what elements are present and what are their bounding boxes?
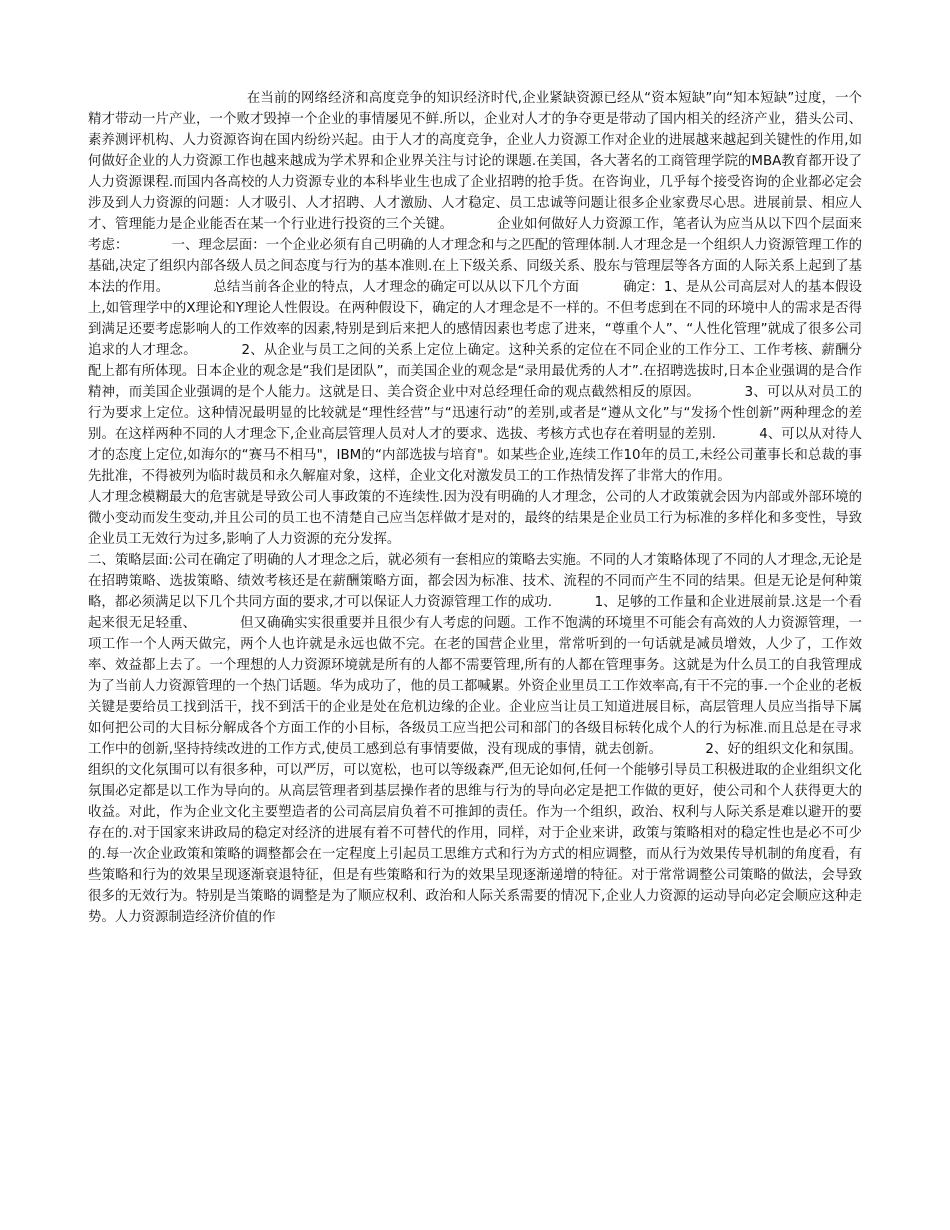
paragraph-talent-concept-risk: 人才理念模糊最大的危害就是导致公司人事政策的不连续性.因为没有明确的人才理念，公司的人才政策就会因为内部或外部环境的微小变动而发生变动,并且公司的员工也不清楚自己应当怎样做才是对的，最终的结果是企业员工行为标准的多样化和多变性，导致企业员工无效行为过多,影响了人力资源的充分发挥。 bbox=[88, 490, 862, 547]
paragraph-intro-and-concept-layer: 在当前的网络经济和高度竞争的知识经济时代,企业紧缺资源已经从“资本短缺”向“知本短缺”过度，一个精才带动一片产业，一个败才毁掉一个企业的事情屡见不鲜.所以，企业对人才的争夺更是带动了国内相关的经济产业，猎头公司、素养测评机构、人力资源咨询在国内纷纷兴起。由于人才的高度竞争，企业人力资源工作对企业的进展越来越起到关键性的作用,如何做好企业的人力资源工作也越来越成为学术界和企业界关注与讨论的课题.在美国，各大著名的工商管理学院的MBA教育都开设了人力资源课程.而国内各高校的人力资源专业的本科毕业生也成了企业招聘的抢手货。在咨询业，几乎每个接受咨询的企业都必定会涉及到人力资源的问题：人才吸引、人才招聘、人才激励、人才稳定、员工忠诚等问题让很多企业家费尽心思。进展前景、相应人才、管理能力是企业能否在某一个行业进行投资的三个关键。 企业如何做好人力资源工作，笔者认为应当从以下四个层面来考虑： 一、理念层面：一个企业必须有自己明确的人才理念和与之匹配的管理体制.人才理念是一个组织人力资源管理工作的基础,决定了组织内部各级人员之间态度与行为的基本准则.在上下级关系、同级关系、股东与管理层等各方面的人际关系上起到了基本法的作用。 总结当前各企业的特点，人才理念的确定可以从以下几个方面 确定：1、是从公司高层对人的基本假设上,如管理学中的X理论和Y理论人性假设。在两种假设下，确定的人才理念是不一样的。不但考虑到在不同的环境中人的需求是否得到满足还要考虑影响人的工作效率的因素,特别是到后来把人的感情因素也考虑了进来，“尊重个人”、“人性化管理”就成了很多公司追求的人才理念。 2、从企业与员工之间的关系上定位上确定。这种关系的定位在不同企业的工作分工、工作考核、薪酬分配上都有所体现。日本企业的观念是“我们是团队”，而美国企业的观念是“录用最优秀的人才”.在招聘选拔时,日本企业强调的是合作精神，而美国企业强调的是个人能力。这就是日、美合资企业中对总经理任命的观点截然相反的原因。 3、可以从对员工的行为要求上定位。这种情况最明显的比较就是“理性经营”与“迅速行动”的差别,或者是“遵从文化”与“发扬个性创新”两种理念的差别。在这样两种不同的人才理念下,企业高层管理人员对人才的要求、选拔、考核方式也存在着明显的差别. 4、可以从对待人才的态度上定位,如海尔的“赛马不相马"，IBM的“内部选拔与培育"。如某些企业,连续工作10年的员工,未经公司董事长和总裁的事先批准，不得被列为临时裁员和永久解雇对象，这样，企业文化对激发员工的工作热情发挥了非常大的作用。 bbox=[88, 91, 862, 484]
document-page bbox=[88, 88, 862, 928]
paragraph-strategy-layer: 二、策略层面:公司在确定了明确的人才理念之后，就必须有一套相应的策略去实施。不同的人才策略体现了不同的人才理念,无论是在招聘策略、选拔策略、绩效考核还是在薪酬策略方面，都会因为标准、技术、流程的不同而产生不同的结果。但是无论是何种策略，都必须满足以下几个共同方面的要求,才可以保证人力资源管理工作的成功. 1、足够的工作量和企业进展前景.这是一个看起来很无足轻重、 但又确确实实很重要并且很少有人考虑的问题。工作不饱满的环境里不可能会有高效的人力资源管理，一项工作一个人两天做完，两个人也许就是永远也做不完。在老的国营企业里，常常听到的一句话就是减员增效，人少了，工作效率、效益都上去了。一个理想的人力资源环境就是所有的人都不需要管理,所有的人都在管理事务。这就是为什么员工的自我管理成为了当前人力资源管理的一个热门话题。华为成功了，他的员工都喊累。外资企业里员工工作效率高,有干不完的事.一个企业的老板关键是要给员工找到活干，找不到活干的企业是处在危机边缘的企业。企业应当让员工知道进展目标，高层管理人员应当指导下属如何把公司的大目标分解成各个方面工作的小目标，各级员工应当把公司和部门的各级目标转化成个人的行为标准.而且总是在寻求工作中的创新,坚持持续改进的工作方式,使员工感到总有事情要做，没有现成的事情，就去创新。 2、好的组织文化和氛围。组织的文化氛围可以有很多种，可以严厉，可以宽松，也可以等级森严,但无论如何,任何一个能够引导员工积极进取的企业组织文化氛围必定都是以工作为导向的。从高层管理者到基层操作者的思维与行为的导向必定是把工作做的更好，使公司和个人获得更大的收益。对此，作为企业文化主要塑造者的公司高层肩负着不可推卸的责任。作为一个组织，政治、权利与人际关系是难以避开的要存在的.对于国家来讲政局的稳定对经济的进展有着不可替代的作用，同样，对于企业来讲，政策与策略相对的稳定性也是必不可少的.每一次企业政策和策略的调整都会在一定程度上引起员工思维方式和行为方式的相应调整，而从行为效果传导机制的角度看，有些策略和行为的效果呈现逐渐衰退特征，但是有些策略和行为的效果呈现逐渐递增的特征。对于常常调整公司策略的做法，会导致很多的无效行为。特别是当策略的调整是为了顺应权利、政治和人际关系需要的情况下,企业人力资源的运动导向必定会顺应这种走势。人力资源制造经济价值的作 bbox=[88, 553, 862, 925]
